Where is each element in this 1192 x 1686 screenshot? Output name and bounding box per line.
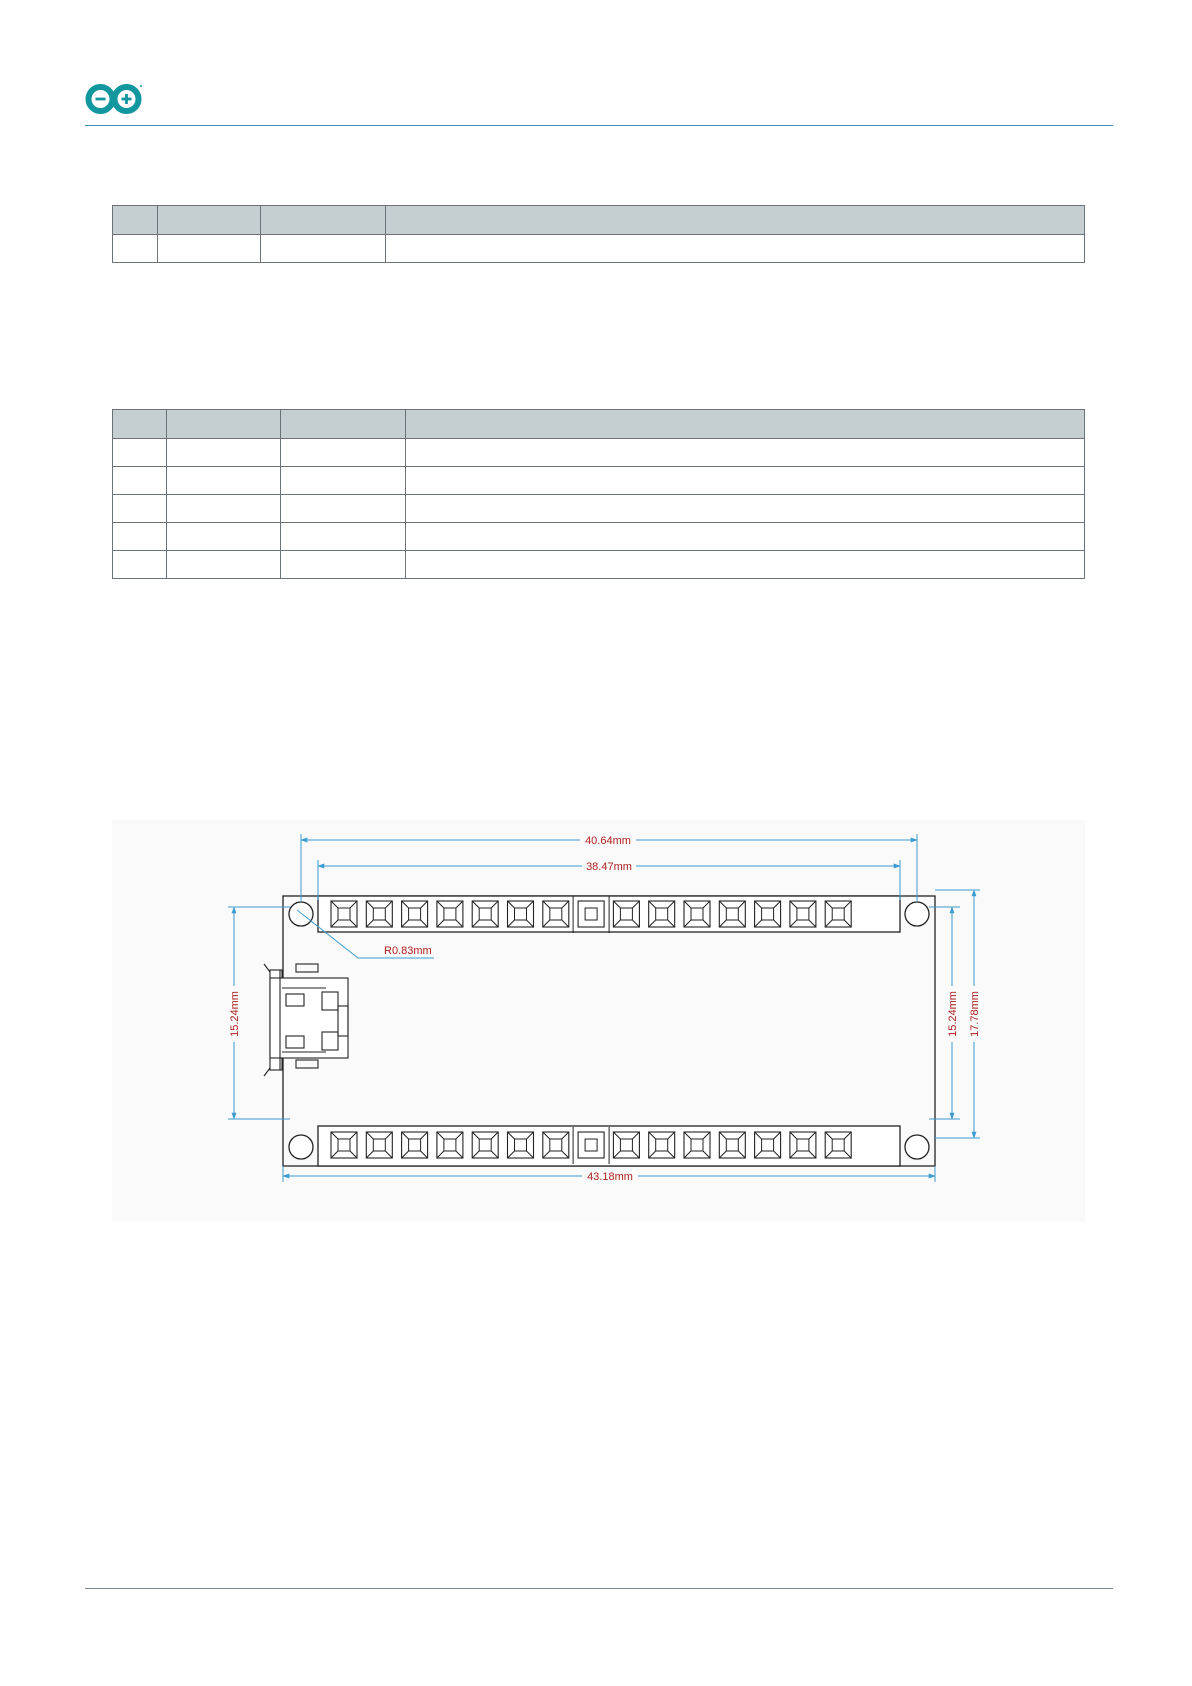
table-cell (113, 235, 158, 263)
table-cell (167, 467, 281, 495)
board-outline-svg (112, 820, 1085, 1222)
table-cell (406, 467, 1085, 495)
header-pin (437, 1132, 463, 1158)
spec-table-1 (112, 205, 1085, 263)
header-pin (366, 901, 392, 927)
table-cell (406, 439, 1085, 467)
header-pin (613, 901, 639, 927)
table-header-cell (406, 410, 1085, 439)
header-pin (790, 901, 816, 927)
header-pin (402, 1132, 428, 1158)
table-cell (261, 235, 386, 263)
table-cell (113, 467, 167, 495)
header-pin (508, 901, 534, 927)
table-cell (406, 523, 1085, 551)
header-pin (472, 901, 498, 927)
table-header-cell (113, 206, 158, 235)
table-cell (167, 495, 281, 523)
table-row (113, 551, 1085, 579)
left-row-spacing-label: 15.24mm (229, 991, 241, 1037)
table-cell (113, 523, 167, 551)
header-pin (825, 901, 851, 927)
table-header-cell (386, 206, 1085, 235)
table-cell (281, 439, 406, 467)
header-pin (437, 901, 463, 927)
header-pin (331, 901, 357, 927)
header-pin (719, 901, 745, 927)
table-cell (386, 235, 1085, 263)
table-cell (113, 551, 167, 579)
table-row (113, 467, 1085, 495)
table-cell (406, 495, 1085, 523)
board-length-label: 43.18mm (587, 1171, 633, 1183)
table-cell (167, 551, 281, 579)
board-width-label: 17.78mm (969, 991, 981, 1037)
header-pin (472, 1132, 498, 1158)
table-header-cell (167, 410, 281, 439)
right-row-spacing-label: 15.24mm (947, 991, 959, 1037)
header-pin (755, 901, 781, 927)
table-cell (406, 551, 1085, 579)
spec-table-2 (112, 409, 1085, 579)
header-pin (573, 896, 609, 933)
table-row (113, 439, 1085, 467)
header-pin (613, 1132, 639, 1158)
header-pin (825, 1132, 851, 1158)
footer-divider (85, 1588, 1113, 1589)
arduino-logo-icon (85, 83, 143, 115)
table-cell (281, 467, 406, 495)
table-row (113, 495, 1085, 523)
board-outline-drawing (112, 820, 1085, 1222)
header-pin (508, 1132, 534, 1158)
table-header-cell (113, 410, 167, 439)
header-pin (719, 1132, 745, 1158)
mounting-hole-span-label: 40.64mm (585, 835, 631, 847)
header-pin (543, 1132, 569, 1158)
table-cell (113, 439, 167, 467)
table-header-row (113, 206, 1085, 235)
header-pin (790, 1132, 816, 1158)
mounting-hole (905, 902, 929, 926)
header-pin (649, 901, 675, 927)
header-pin (543, 901, 569, 927)
table-header-cell (158, 206, 261, 235)
table-cell (281, 495, 406, 523)
header-span-label: 38.47mm (586, 861, 632, 873)
table-cell (113, 495, 167, 523)
header-pin (649, 1132, 675, 1158)
table-cell (158, 235, 261, 263)
table-cell (167, 439, 281, 467)
header-pin (331, 1132, 357, 1158)
header-pin (366, 1132, 392, 1158)
table-header-row (113, 410, 1085, 439)
header-pin (573, 1127, 609, 1164)
table-row (113, 523, 1085, 551)
hole-radius-label: R0.83mm (384, 945, 432, 957)
table-header-cell (281, 410, 406, 439)
header-pin (684, 1132, 710, 1158)
usb-connector (264, 964, 348, 1076)
mounting-hole (289, 1135, 313, 1159)
header-pin (684, 901, 710, 927)
table-cell (281, 551, 406, 579)
header-pin (755, 1132, 781, 1158)
mounting-hole (289, 902, 313, 926)
table-cell (281, 523, 406, 551)
table-cell (167, 523, 281, 551)
table-row (113, 235, 1085, 263)
header-divider (85, 125, 1113, 126)
mounting-hole (905, 1135, 929, 1159)
table-header-cell (261, 206, 386, 235)
header-pin (402, 901, 428, 927)
